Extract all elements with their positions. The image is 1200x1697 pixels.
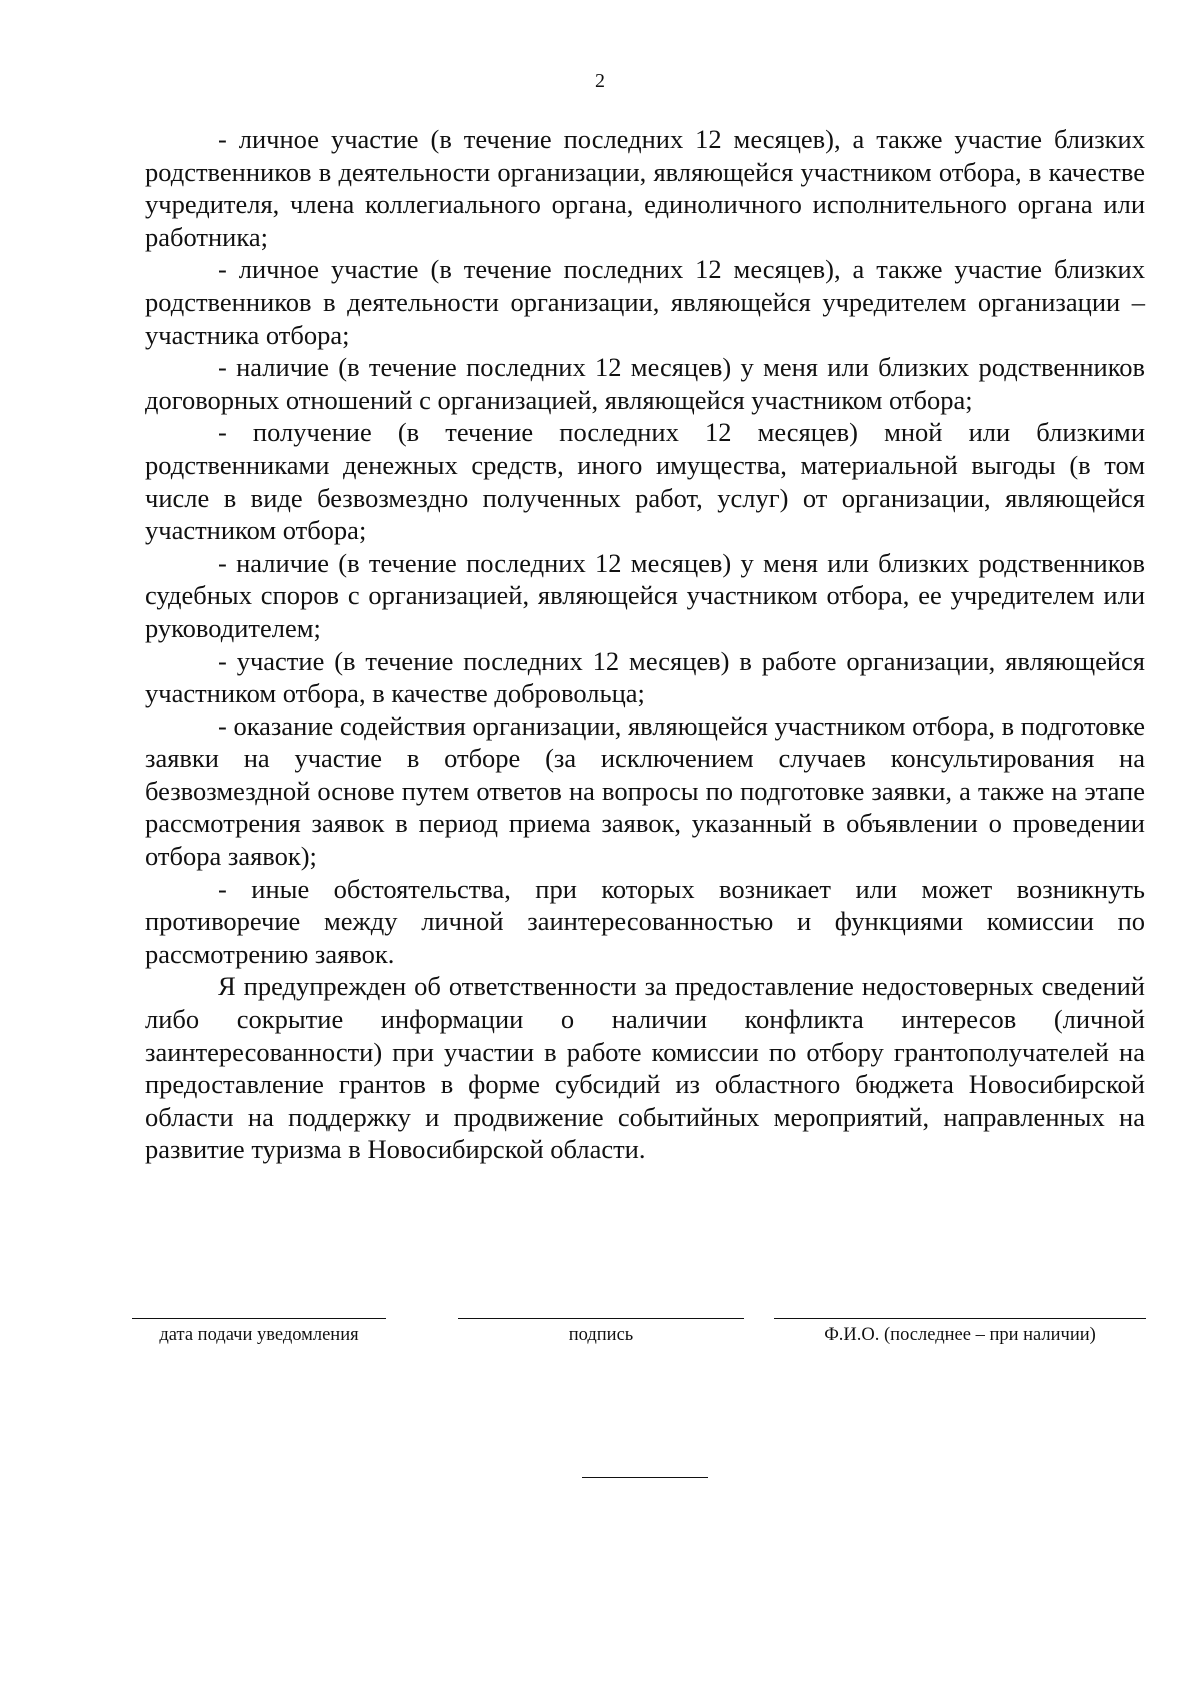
name-caption: Ф.И.О. (последнее – при наличии) (824, 1325, 1096, 1345)
conflict-item-application-assistance: - оказание содействия организации, являющейся участником отбора, в подготовке заявки на участие в отборе (за исключением случаев консультирования на безвозмездной основе путем ответов на вопросы по подготовке заявки, а также на этапе рассмотрения заявок в период приема заявок, указанный в объявлении о проведении отбора заявок); (145, 710, 1146, 872)
conflict-item-benefits: - получение (в течение последних 12 месяцев) мной или близкими родственниками денежных средств, иного имущества, материальной выгоды (в том числе в виде безвозмездно полученных работ, услуг) от организации, являющейся участником отбора; (145, 417, 1145, 546)
name-field (774, 1318, 1146, 1346)
conflict-item-court-disputes: - наличие (в течение последних 12 месяцев) у меня или близких родственников судебных споров с организацией, являющейся участником отбора, ее учредителем или руководителем; (145, 547, 1145, 643)
conflict-item-other: - иные обстоятельства, при которых возникает или может возникнуть противоречие между личной заинтересованностью и функциями комиссии по рассмотрению заявок. (145, 873, 1145, 969)
signature-block (0, 1318, 1200, 1378)
date-signature-line (132, 1318, 386, 1319)
document-body (145, 123, 1145, 1166)
signature-field (458, 1318, 744, 1346)
liability-statement: Я предупрежден об ответственности за предоставление недостоверных сведений либо сокрытие информации о наличии конфликта интересов (личной заинтересованности) при участии в работе комиссии по отбору грантополучателей на предоставление грантов в форме субсидий из областного бюджета Новосибирской области на поддержку и продвижение событийных мероприятий, направленных на развитие туризма в Новосибирской области. (145, 971, 1145, 1165)
signature-line (458, 1318, 744, 1319)
conflict-item-contracts: - наличие (в течение последних 12 месяцев) у меня или близких родственников договорных отношений с организацией, являющейся участником отбора; (145, 352, 1145, 415)
date-caption: дата подачи уведомления (159, 1325, 359, 1345)
signature-caption: подпись (568, 1325, 634, 1345)
document-end-line (582, 1477, 708, 1478)
conflict-item-volunteering: - участие (в течение последних 12 месяцев) в работе организации, являющейся участником отбора, в качестве добровольца; (145, 645, 1145, 709)
date-field (132, 1318, 386, 1346)
conflict-item-founder-organization: - личное участие (в течение последних 12 месяцев), а также участие близких родственников в деятельности организации, являющейся учредителем организации – участника отбора; (145, 254, 1145, 350)
page-number: 2 (595, 70, 605, 92)
name-signature-line (774, 1318, 1146, 1319)
conflict-item-founder-member: - личное участие (в течение последних 12 месяцев), а также участие близких родственников в деятельности организации, являющейся участником отбора, в качестве учредителя, члена коллегиального органа, единоличного исполнительного органа или работника; (145, 124, 1145, 252)
